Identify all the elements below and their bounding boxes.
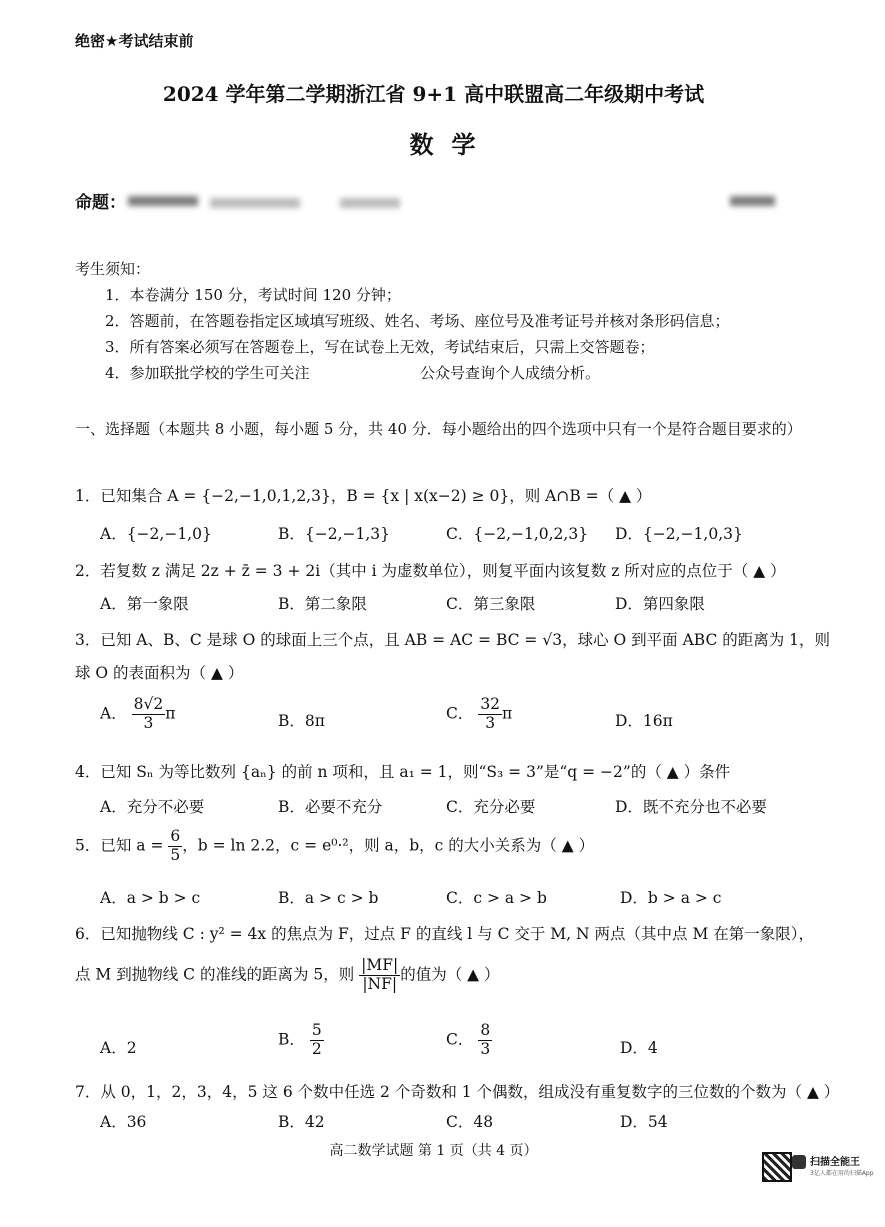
fraction: $\frac{32}{3}$ (480, 695, 501, 732)
question-3-option-b: B．8π (278, 712, 325, 730)
question-7-option-d: D．54 (620, 1113, 668, 1131)
question-4-option-a: A．充分不必要 (100, 798, 205, 816)
author-label: 命题： (75, 193, 126, 213)
question-4-option-c: C．充分必要 (446, 798, 536, 816)
question-3-option-c: C． $\frac{32}{3}$ π (446, 695, 513, 732)
redacted-author-1 (128, 196, 198, 206)
confidential-label: 绝密★考试结束前 (75, 32, 194, 50)
question-5-option-c: C．c > a > b (446, 889, 547, 907)
redacted-author-4 (730, 196, 775, 206)
question-6-option-b: B． $\frac{5}{2}$ (278, 1021, 322, 1058)
question-4-option-b: B．必要不充分 (278, 798, 383, 816)
question-6-option-a: A．2 (100, 1039, 137, 1057)
question-1-option-c: C．{−2,−1,0,2,3} (446, 525, 589, 543)
section-heading: 一、选择题（本题共 8 小题，每小题 5 分，共 40 分．每小题给出的四个选项中只有一个是符合题目要求的） (75, 420, 802, 438)
question-5-option-d: D．b > a > c (620, 889, 722, 907)
page-footer: 高二数学试题 第 1 页（共 4 页） (329, 1143, 538, 1159)
question-3-option-a: A． $\frac{8√2}{3}$ π (100, 695, 176, 732)
question-3-stem-line-2: 球 O 的表面积为（ ▲ ） (75, 664, 244, 682)
question-7-option-c: C．48 (446, 1113, 494, 1131)
redacted-author-2 (210, 198, 300, 208)
notice-item-continued: 公众号查询个人成绩分析。 (420, 364, 601, 382)
notice-item: 3．所有答案必须写在答题卷上，写在试卷上无效，考试结束后，只需上交答题卷； (105, 338, 655, 356)
question-6-stem-line-1: 6．已知抛物线 C : y² = 4x 的焦点为 F，过点 F 的直线 l 与 C 交于 M, N 两点（其中点 M 在第一象限）， (75, 925, 814, 943)
question-5-stem: 5．已知 a = $\frac{6}{5}$ ，b = ln 2.2，c = e⁰·²，则 a，b，c 的大小关系为（ ▲ ） (75, 827, 595, 864)
fraction: $\frac{6}{5}$ (170, 827, 181, 864)
question-4-option-d: D．既不充分也不必要 (615, 798, 767, 816)
subject-title: 数学 (409, 130, 494, 159)
question-7-option-b: B．42 (278, 1113, 325, 1131)
question-6-option-d: D．4 (620, 1039, 658, 1057)
question-3-stem-line-1: 3．已知 A、B、C 是球 O 的球面上三个点，且 AB = AC = BC = √3，球心 O 到平面 ABC 的距离为 1，则 (75, 631, 831, 649)
question-1-option-d: D．{−2,−1,0,3} (615, 525, 743, 543)
fraction: $\frac{8}{3}$ (480, 1021, 491, 1058)
scanner-app-logo-icon (792, 1155, 806, 1169)
qr-code-icon (762, 1152, 792, 1182)
question-5-option-b: B．a > c > b (278, 889, 379, 907)
fraction: $\frac{|MF|}{|NF|}$ (361, 956, 399, 993)
question-2-option-b: B．第二象限 (278, 595, 367, 613)
question-5-option-a: A．a > b > c (100, 889, 201, 907)
notice-item: 1．本卷满分 150 分，考试时间 120 分钟； (105, 286, 401, 304)
question-1-option-a: A．{−2,−1,0} (100, 525, 212, 543)
fraction: $\frac{5}{2}$ (311, 1021, 322, 1058)
notice-title: 考生须知： (75, 260, 151, 278)
notice-item: 4．参加联批学校的学生可关注 (105, 364, 310, 382)
question-2-option-c: C．第三象限 (446, 595, 536, 613)
question-2-option-a: A．第一象限 (100, 595, 189, 613)
fraction: $\frac{8√2}{3}$ (133, 695, 164, 732)
scanner-app-name: 扫描全能王 (810, 1157, 860, 1168)
question-7-option-a: A．36 (100, 1113, 147, 1131)
question-1-option-b: B．{−2,−1,3} (278, 525, 391, 543)
notice-item: 2．答题前，在答题卷指定区域填写班级、姓名、考场、座位号及准考证号并核对条形码信息； (105, 312, 730, 330)
question-1-stem: 1．已知集合 A = {−2,−1,0,1,2,3}，B = {x | x(x−2) ≥ 0}，则 A∩B =（ ▲ ） (75, 487, 652, 505)
exam-title: 2024 学年第二学期浙江省 9+1 高中联盟高二年级期中考试 (162, 82, 705, 106)
question-4-stem: 4．已知 Sₙ 为等比数列 {aₙ} 的前 n 项和，且 a₁ = 1，则“S₃ = 3”是“q = −2”的（ ▲ ）条件 (75, 763, 731, 781)
question-7-stem: 7．从 0，1，2，3，4，5 这 6 个数中任选 2 个奇数和 1 个偶数，组成没有重复数字的三位数的个数为（ ▲ ） (75, 1083, 840, 1101)
question-2-stem: 2．若复数 z 满足 2z + z̄ = 3 + 2i（其中 i 为虚数单位），则复平面内该复数 z 所对应的点位于（ ▲ ） (75, 562, 786, 580)
redacted-author-3 (340, 198, 400, 208)
question-6-stem-line-2: 点 M 到抛物线 C 的准线的距离为 5，则 $\frac{|MF|}{|NF|}$ 的值为（ ▲ ） (75, 956, 500, 993)
question-6-option-c: C． $\frac{8}{3}$ (446, 1021, 491, 1058)
question-3-option-d: D．16π (615, 712, 673, 730)
question-2-option-d: D．第四象限 (615, 595, 705, 613)
scanner-app-tagline: 3亿人都在用的扫描App (810, 1170, 874, 1177)
